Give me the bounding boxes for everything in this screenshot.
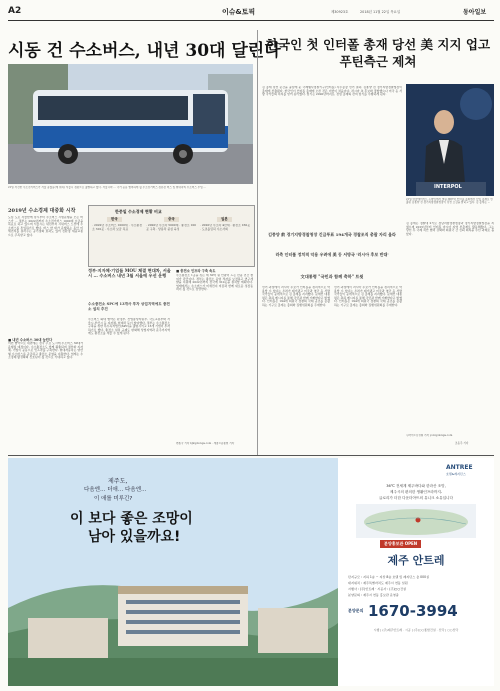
- left-body-4: 수소충전소 1곳을 짓는 데 30억 원 안팎이 드는 만큼 민간 참여가 관건이다. 정부는 충전소 운영 적자를 보전하고 연구개발을 지원해 2022년까지 전국에 310곳을 설치할 계획이다. 업계에서는 수소버스가 미세먼지 저감과 함께 새로운 성장동력이 될 것으로 전망한다.: [176, 274, 253, 292]
- ad-small-line-2: 다음엔… 더애… 다음엔…: [84, 487, 147, 493]
- comparison-row-japan: · 2020년 수소차 4만대 · 충전소 160곳 · 도쿄올림픽 수소사회: [200, 224, 250, 231]
- left-byline: 변종국 기자 bjk@donga.com · 세종=송충현 기자: [176, 442, 235, 445]
- ad-detail-2: 대지위치 : 제주특별자치도 제주시 연동 일원: [348, 581, 408, 585]
- ad-map: [356, 504, 476, 538]
- bus-photo-caption: 21일 서진한 수소전기버스가 서울 송월동(에 위치) 서울시 정왕으로 출발하고 있다. 서울시와 ... 국가 공동 협력하게 될 수소전기버스 정류장 버스 및 현대차의 수소버스 투입 ...: [8, 186, 206, 189]
- comparison-col-japan: 일본: [217, 217, 232, 222]
- right-subhead-1: 김종양 前 경기지방경찰청장 긴급투표 194개국 경찰조직 총괄 자리 올라: [268, 232, 396, 237]
- left-mid-headline: 정부·지자체·기업들 MOU 체결 현대차, 서울시 ... 수소버스 내년 3월 서울에 우선 운행: [88, 268, 171, 279]
- ad-copy-3: 글로리가 더한 다운더아뜨의 유니크 소유입니다: [379, 496, 453, 500]
- issue-date: 2018년 11월 22일 목요일: [360, 10, 401, 14]
- comparison-col-china: 중국: [164, 217, 179, 222]
- advertisement[interactable]: [8, 458, 494, 686]
- section-name: 이슈&토픽: [222, 8, 256, 16]
- interpol-photo-caption: 21일 아랍에미리트 두바이에서 열린 제87차 인터폴 총회에서 신임 총재로 선출된 김종양 전 경기지방경찰청장이 당선 소감을 밝히고 있다. 김 총재는 ...: [406, 198, 493, 205]
- right-headline: [262, 36, 494, 70]
- right-byline: 두바이=강성휘 기자 yolo@donga.com: [406, 434, 453, 437]
- ad-title: 제주 안트레: [387, 554, 445, 567]
- left-body-2: 이번 협약으로 내년에는 전국 주요 도시에 수소버스 30대가 운행될 예정이다. 수소충전소도 함께 확충되며 정부와 지자체, 기업이 공동으로 인프라를 구축한다. 현대자동차는 양산형 수소버스를 공급하고 충전소 운영을 지원한다. 업계는 수소경제 활성화의 신호탄이 될 것으로 기대하고 있다.: [8, 342, 83, 360]
- ad-info-panel: [338, 458, 494, 686]
- ad-phone[interactable]: 1670-3994: [368, 602, 458, 620]
- ad-phone-label: 분양문의: [348, 608, 364, 613]
- masthead: [8, 6, 494, 18]
- left-subhead-2: ■ 내년 수소버스 30대 늘린다: [8, 338, 53, 342]
- column-divider: [257, 30, 258, 455]
- interpol-sign: INTERPOL: [434, 184, 462, 190]
- left-body-1: 도심 도로 사물함에 당시부터 수소버스 시범운행을 모든 버스가 ... 정부는 2022년까지 수소전기버스 1000대 보급을 목표로 하고 있으며 서울시는 내년부터 시내버스 노선에 수소버스를 투입하기로 했다. 버스 한 대가 운행하는 동안 미세먼지를 걸러주는 공기정화 효과도 있어 친환경 대중교통으로 주목받고 있다.: [8, 216, 83, 237]
- ad-big-line-1: 이 보다 좋은 조망이: [70, 511, 193, 527]
- ad-small-line-1: 제주도,: [108, 478, 128, 485]
- right-body-3: 김 총재는 경찰대 2기로 경남지방경찰청장과 경기지방경찰청장을 지냈으며 2015년부터 인터폴 아시아 지역 부총재로 활동해왔다. 그는 당선 후 국제 치안 협력 강화와 회원국 간 신뢰 회복을 우선 과제로 꼽았다.: [406, 222, 494, 236]
- ad-top-rule: [8, 455, 494, 456]
- page-number: A2: [8, 6, 22, 16]
- issue-number: 제30923호: [331, 10, 349, 14]
- left-mid-subhead: 수소충전소 SPC에 13개사 투자 상업지역에도 충전소 설치 추진: [88, 302, 170, 311]
- interpol-photo: [406, 84, 494, 196]
- ad-detail-3: 시행사 : (주)안트레 · 시공사 : (주)○○건설: [348, 587, 407, 591]
- right-headline-text: 한국인 첫 인터폴 총재 당선 美 지지 업고 푸틴측근 제쳐: [265, 37, 491, 69]
- bus-photo: [8, 64, 253, 184]
- left-subhead-3: ■ 충전소 인프라 구축 속도: [176, 269, 216, 273]
- ad-small-line-3: 이 애를 미루긴?: [94, 496, 133, 502]
- right-subhead-2: 러측 인터폴 정치적 악용 우려에 美 등 서방국 '러시아 후보 반대': [275, 252, 389, 257]
- right-body-1: 김 총재 당선 순간을 중심에 둔 국제형사경찰기구(인터폴) 사무총장 선거 결과, 김종양 전 경기지방경찰청장이 총재에 선출됐다. 한국인이 인터폴 총재에 오른 것은 이번이 처음이다. 러시아 측 후보와 경합했으나 미국 등 서방 국가들의 지지를 얻어 승리했다. 임기는 2020년까지로, 전임 총재의 잔여 임기를 수행하게 된다.: [262, 86, 402, 97]
- ad-footer: 시행 | (주)제주안트레 · 시공 | (주)○○종합건설 · 신탁 | ○○신탁: [373, 628, 459, 632]
- interpol-illustration: [406, 84, 494, 196]
- ad-copy-1: 36℃ 전세계 제주바다와 한라산 조망,: [386, 484, 446, 488]
- ad-big-line-2: 남아 있을까요!: [88, 529, 181, 545]
- comparison-col-korea: 한국: [107, 217, 122, 222]
- left-headline: 시동 건 수소버스, 내년 30대 달린다: [8, 41, 281, 61]
- ad-detail-4: 분양문의 : 제주시 연동 홍보관 운영중: [348, 593, 399, 597]
- left-subhead-1: 2019년 수소경제 대중화 시작: [8, 208, 76, 214]
- right-body-2: 선거 과정에서 러시아 후보가 인터폴을 정치적으로 악용할 수 있다는 우려가 제기됐고 미국과 영국 등 서방 국가들이 공개적으로 김 총재를 지지했다. 문재인 대통령은 축하 메시지를 통해 국민과 함께 기뻐한다고 밝혔다. 인터폴은 194개 회원국 경찰의 국제 공조를 총괄하는 기구로 총재는 총회와 집행위원회를 주재한다.: [262, 286, 330, 307]
- right-body-2b: 선거 과정에서 러시아 후보가 인터폴을 정치적으로 악용할 수 있다는 우려가 제기됐고 미국과 영국 등 서방 국가들이 공개적으로 김 총재를 지지했다. 문재인 대통령은 축하 메시지를 통해 국민과 함께 기뻐한다고 밝혔다. 인터폴은 194개 회원국 경찰의 국제 공조를 총괄하는 기구로 총재는 총회와 집행위원회를 주재한다.: [334, 286, 402, 307]
- ad-copy-2: 제주시의 편의한 생활인프라까지-: [389, 490, 443, 494]
- left-body-3: 수소버스 확대 협약은 환경부, 산업통상자원부, 국토교통부와 서울시·부산시 등 지자체, 현대차 등이 참여했다. 정부는 수소충전소 구축을 위한 특수목적법인(SPC)을 출범시키고 13개 기업이 투자하기로 했다. 충전소 설치 규제도 완화해 상업지역과 준주거지역에도 충전소를 세울 수 있게 된다.: [88, 318, 170, 336]
- right-quote: 文대통령 "국민과 함께 축하" 트윗: [300, 274, 364, 279]
- comparison-row-korea: · 2022년 수소버스 1000대 · 수소충전소 310곳 · 수소차 보급 목표: [92, 224, 142, 231]
- ad-detail-1: 단지규모 : 지하 1층 ~ 지상 8층 호텔 및 레지던스 총 000실: [348, 575, 430, 579]
- comparison-box-title: 한중일 수소경제 현황 비교: [115, 209, 162, 214]
- ad-brand: ANTREE: [446, 464, 473, 471]
- bus-illustration: [8, 64, 253, 184]
- right-byline-2: 조동주 기자: [455, 442, 469, 445]
- comparison-row-china: · 2020년 수소차 5000대 · 충전소 100곳 구축 · 상용차 중심 육성: [146, 224, 196, 231]
- ad-map-graphic: [356, 504, 476, 538]
- masthead-rule: [8, 20, 494, 21]
- paper-name: 동아일보: [463, 9, 487, 16]
- ad-brand-sub: 호텔&레지던스: [446, 472, 466, 476]
- ad-illustration: [8, 458, 338, 686]
- comparison-box: [88, 205, 255, 267]
- ad-open-badge: 분양홍보관 OPEN: [380, 540, 421, 548]
